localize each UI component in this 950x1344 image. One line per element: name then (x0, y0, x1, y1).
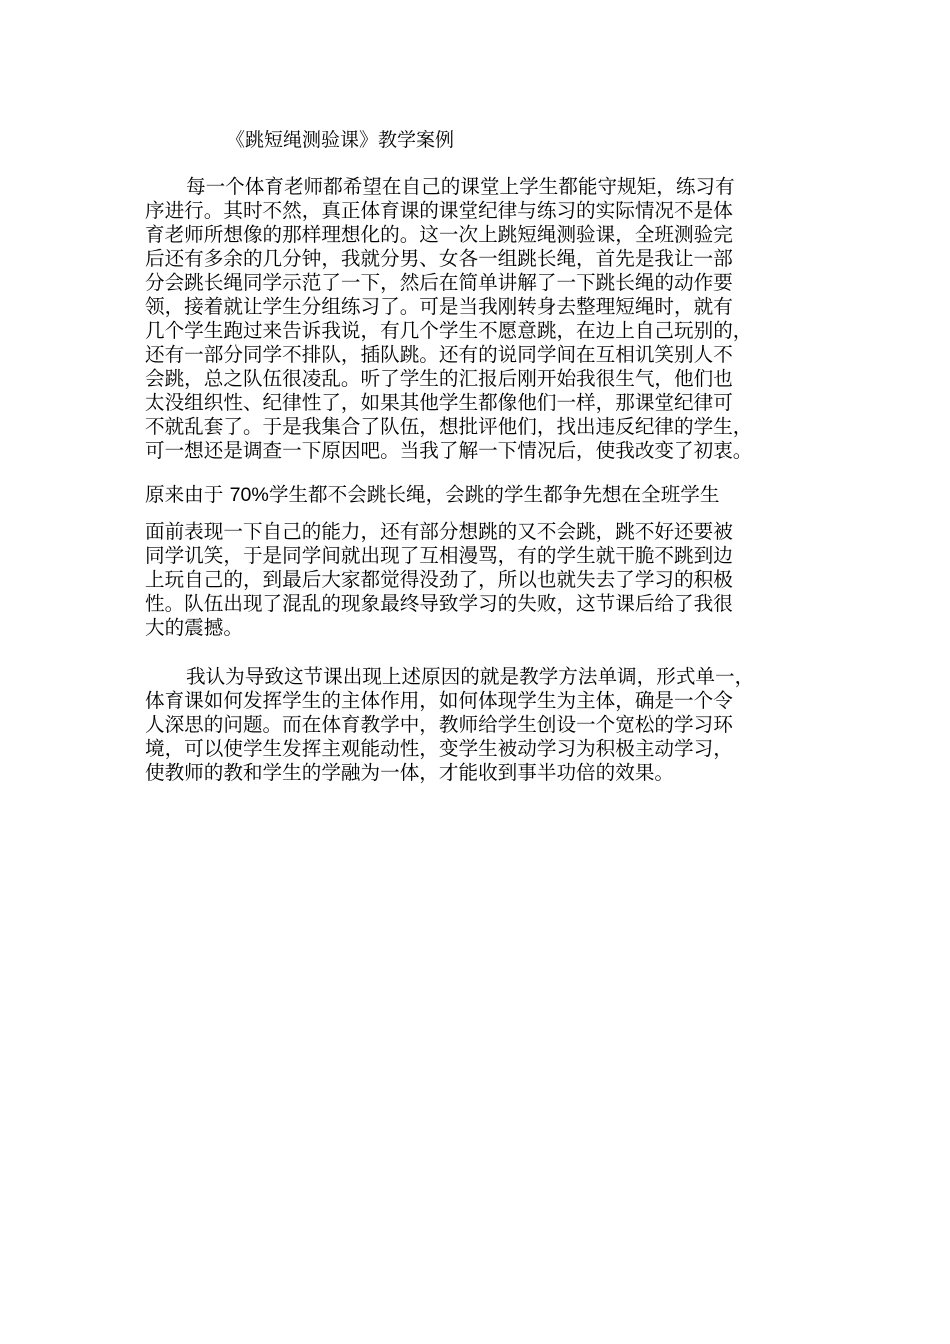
paragraph-1-line-6: 领，接着就让学生分组练习了。可是当我刚转身去整理短绳时，就有 (145, 295, 733, 318)
paragraph-2-line-1: 面前表现一下自己的能力，还有部分想跳的又不会跳，跳不好还要被 (145, 520, 733, 543)
paragraph-3-line-1: 我认为导致这节课出现上述原因的就是教学方法单调，形式单一， (186, 665, 755, 688)
percentage-line-suffix: 学生都不会跳长绳，会跳的学生都争先想在全班学生 (268, 483, 720, 506)
paragraph-1-line-12: 可一想还是调查一下原因吧。当我了解一下情况后，使我改变了初衷。 (145, 439, 753, 462)
paragraph-1-line-2: 序进行。其时不然，真正体育课的课堂纪律与练习的实际情况不是体 (145, 199, 733, 222)
paragraph-1-line-8: 还有一部分同学不排队，插队跳。还有的说同学间在互相讥笑别人不 (145, 343, 733, 366)
paragraph-1-line-10: 太没组织性、纪律性了，如果其他学生都像他们一样，那课堂纪律可 (145, 391, 733, 414)
paragraph-1-line-1: 每一个体育老师都希望在自己的课堂上学生都能守规矩，练习有 (186, 175, 735, 198)
paragraph-3-line-2: 体育课如何发挥学生的主体作用，如何体现学生为主体，确是一个令 (145, 689, 733, 712)
paragraph-1-line-5: 分会跳长绳同学示范了一下，然后在简单讲解了一下跳长绳的动作要 (145, 271, 733, 294)
percentage-line-prefix: 原来由于 (145, 483, 230, 506)
paragraph-2-line-2: 同学讥笑，于是同学间就出现了互相漫骂，有的学生就干脆不跳到边 (145, 544, 733, 567)
paragraph-3-line-3: 人深思的问题。而在体育教学中，教师给学生创设一个宽松的学习环 (145, 713, 733, 736)
paragraph-1-line-11: 不就乱套了。于是我集合了队伍，想批评他们，找出违反纪律的学生， (145, 415, 753, 438)
percentage-value: 70% (229, 484, 269, 506)
paragraph-1-line-7: 几个学生跑过来告诉我说，有几个学生不愿意跳，在边上自己玩别的， (145, 319, 753, 342)
paragraph-3-line-5: 使教师的教和学生的学融为一体，才能收到事半功倍的效果。 (145, 761, 675, 784)
paragraph-2-line-3: 上玩自己的，到最后大家都觉得没劲了，所以也就失去了学习的积极 (145, 568, 733, 591)
paragraph-1-line-4: 后还有多余的几分钟，我就分男、女各一组跳长绳，首先是我让一部 (145, 247, 733, 270)
paragraph-1-line-9: 会跳，总之队伍很凌乱。听了学生的汇报后刚开始我很生气，他们也 (145, 367, 733, 390)
document-title: 《跳短绳测验课》教学案例 (226, 129, 455, 151)
paragraph-2-line-5: 大的震撼。 (145, 616, 243, 639)
paragraph-3-line-4: 境，可以使学生发挥主观能动性，变学生被动学习为积极主动学习， (145, 737, 733, 760)
paragraph-2-line-4: 性。队伍出现了混乱的现象最终导致学习的失败，这节课后给了我很 (145, 592, 733, 615)
percentage-line (145, 483, 719, 507)
paragraph-1-line-3: 育老师所想像的那样理想化的。这一次上跳短绳测验课，全班测验完 (145, 223, 733, 246)
